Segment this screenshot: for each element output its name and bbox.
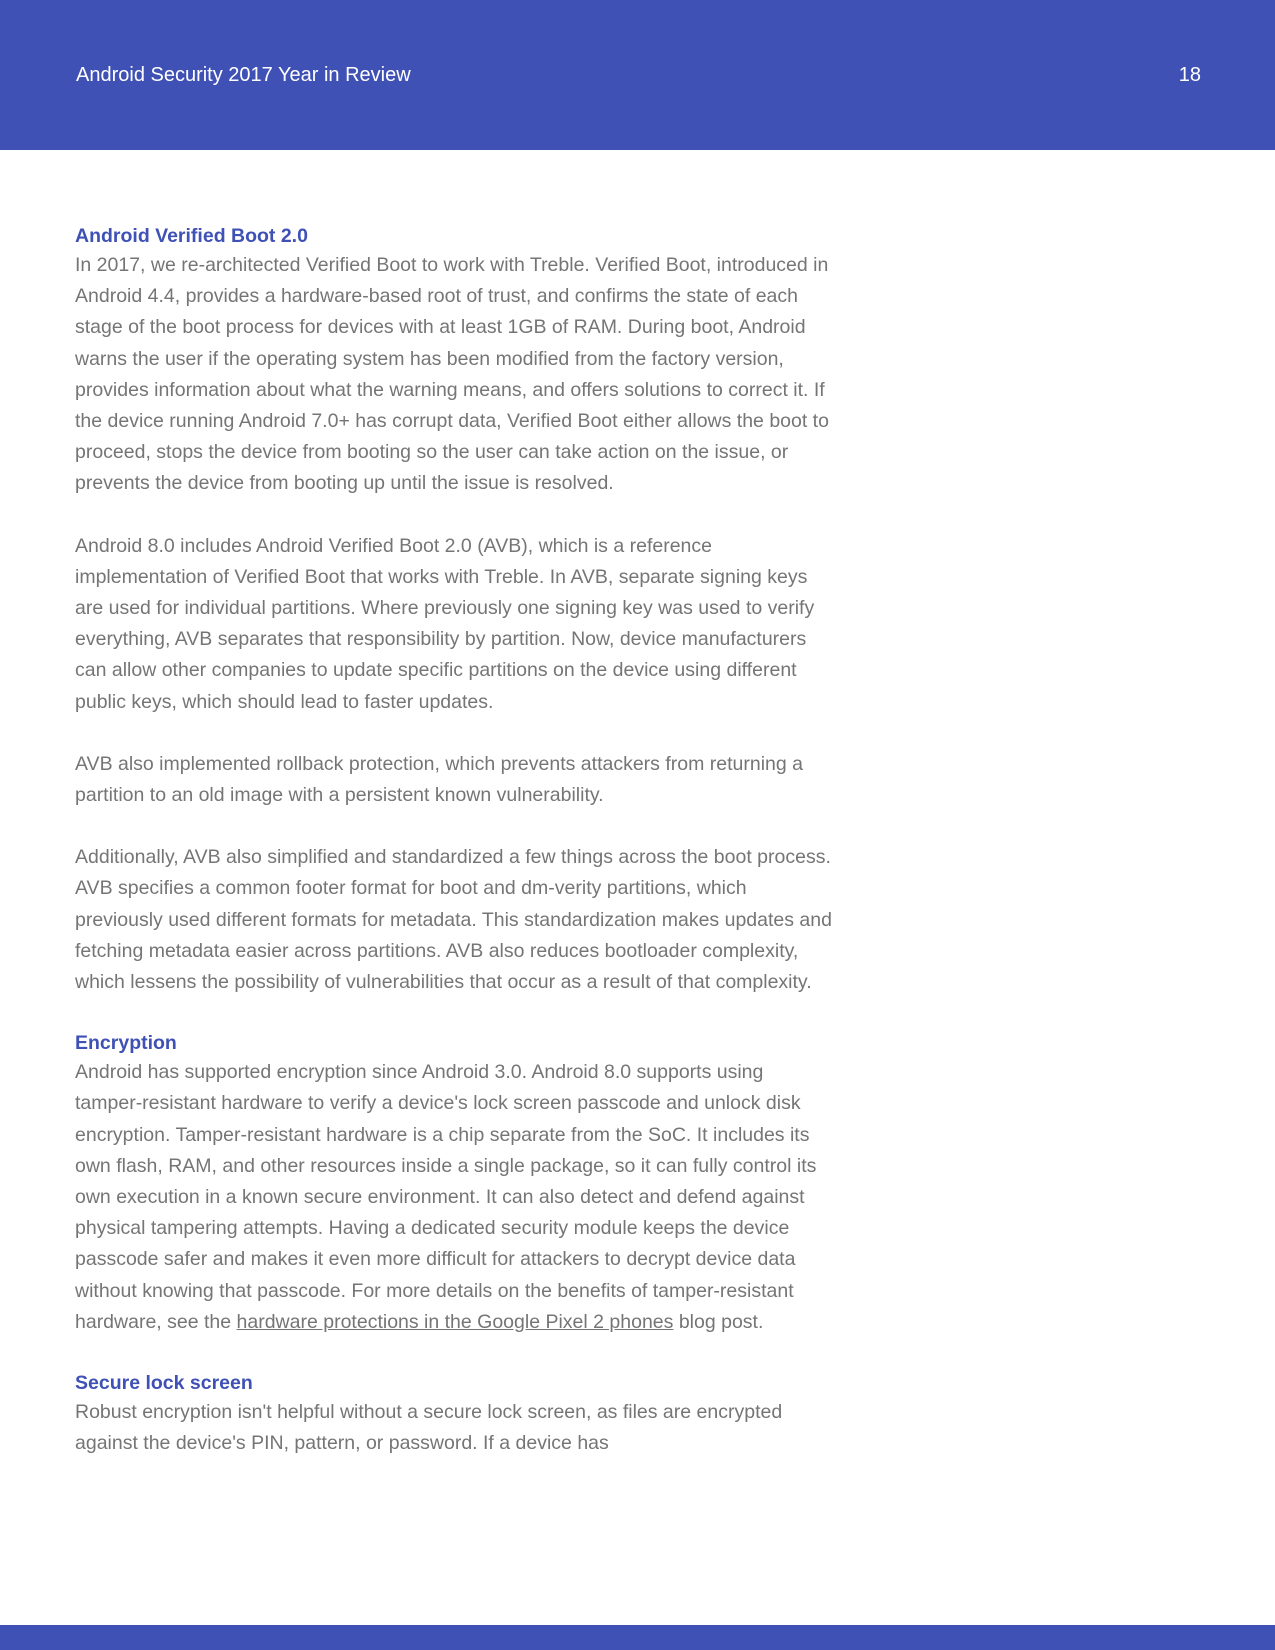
paragraph: In 2017, we re-architected Verified Boot to work with Treble. Verified Boot, introduced in Android 4.4, provides a hardware-based root of trust, and confirms the state of each stage of the boot process for devices with at least 1GB of RAM. During boot, Android warns the user if the operating system has been modified from the factory version, provides information about what the warning means, and offers solutions to correct it. If the device running Android 7.0+ has corrupt data, Verified Boot either allows the boot to proceed, stops the device from booting so the user can take action on the issue, or prevents the device from booting up until the issue is resolved.: [75, 254, 829, 495]
paragraph: Android 8.0 includes Android Verified Boot 2.0 (AVB), which is a reference implementation of Verified Boot that works with Treble. In AVB, separate signing keys are used for individual partitions. Where previously one signing key was used to verify everything, AVB separates that responsibility by partition. Now, device manufacturers can allow other companies to update specific partitions on the device using different public keys, which should lead to faster updates.: [75, 534, 815, 713]
section-verified-boot: [75, 222, 835, 998]
section-heading: Android Verified Boot 2.0: [75, 225, 308, 247]
section-heading: Secure lock screen: [75, 1372, 253, 1395]
pixel2-hardware-protections-link[interactable]: hardware protections in the Google Pixel 2 phones: [236, 1310, 674, 1333]
page-number: 18: [1178, 64, 1201, 86]
section-secure-lock-screen: [75, 1369, 835, 1459]
section-encryption: [75, 1029, 835, 1338]
paragraph: [75, 1057, 835, 1338]
paragraph: AVB also implemented rollback protection, which prevents attackers from returning a partition to an old image with a persistent known vulnerability.: [75, 752, 803, 807]
paragraph-text: Android has supported encryption since Android 3.0. Android 8.0 supports using tamper-resistant hardware to verify a device's lock screen passcode and unlock disk encryption. Tamper-resistant hardware is a chip separate from the SoC. It includes its own flash, RAM, and other resources inside a single package, so it can fully control its own execution in a known secure environment. It can also detect and defend against physical tampering attempts. Having a dedicated security module keeps the device passcode safer and makes it even more difficult for attackers to decrypt device data without knowing that passcode. For more details on the benefits of tamper-resistant hardware, see the: [75, 1061, 817, 1333]
page-header: [0, 0, 1275, 150]
document-title: Android Security 2017 Year in Review: [76, 64, 411, 86]
paragraph: Additionally, AVB also simplified and standardized a few things across the boot process. AVB specifies a common footer format for boot and dm-verity partitions, which previously used different formats for metadata. This standardization makes updates and fetching metadata easier across partitions. AVB also reduces bootloader complexity, which lessens the possibility of vulnerabilities that occur as a result of that complexity.: [75, 846, 832, 994]
page-content: [75, 222, 835, 1491]
section-heading: Encryption: [75, 1032, 177, 1055]
paragraph-text: blog post.: [678, 1310, 764, 1333]
paragraph: Robust encryption isn't helpful without a secure lock screen, as files are encrypted against the device's PIN, pattern, or password. If a device has: [75, 1401, 783, 1455]
footer-bar: [0, 1625, 1275, 1650]
